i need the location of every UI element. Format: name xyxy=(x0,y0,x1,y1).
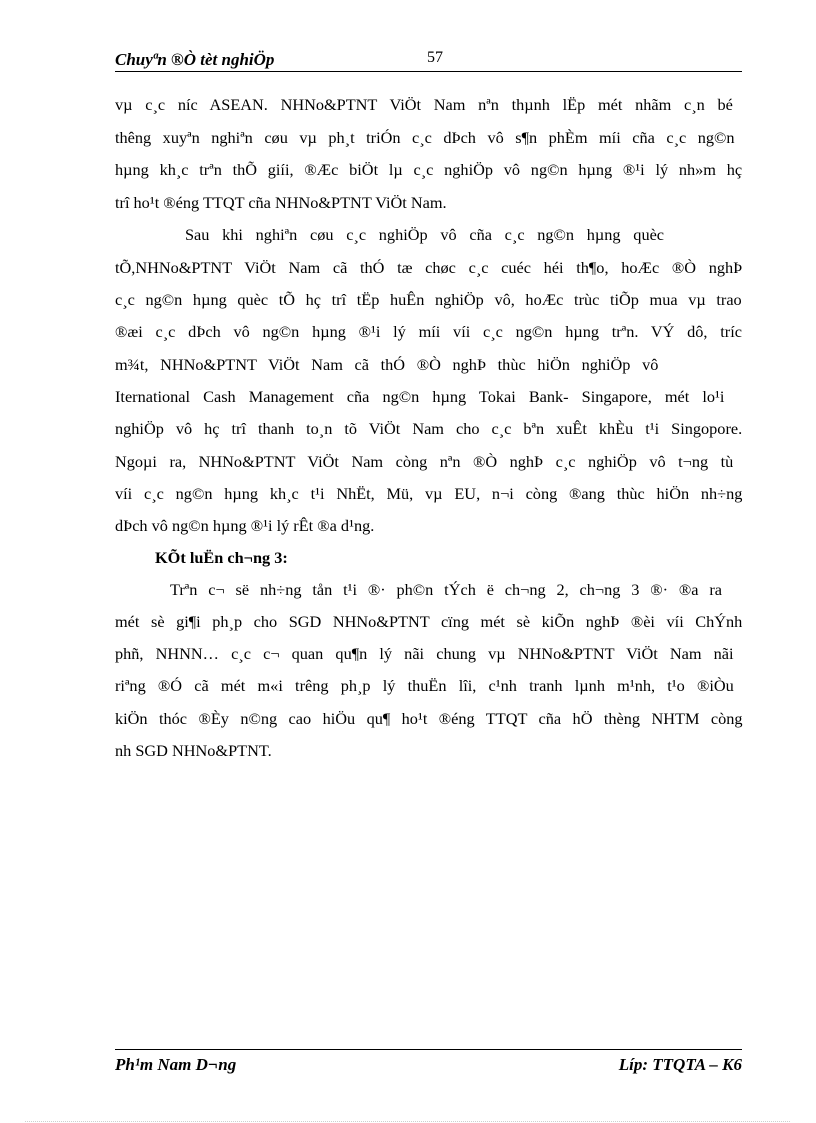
section-heading: KÕt luËn ch¬ng 3: xyxy=(155,548,288,567)
text-line: phñ, NHNN… c¸c c¬ quan qu¶n lý nãi chung vµ NHNo&PTNT ViÖt Nam nãi xyxy=(115,644,734,663)
text-line: vµ c¸c níc ASEAN. NHNo&PTNT ViÖt Nam nªn thµnh lËp mét nhãm c¸n bé xyxy=(115,95,733,114)
text-line: nghiÖp vô hç trî thanh to¸n tõ ViÖt Nam cho c¸c bªn xuÊt khÈu t¹i Singopore. xyxy=(115,419,743,438)
text-line: dÞch vô ng©n hµng ®¹i lý rÊt ®a d¹ng. xyxy=(115,516,375,535)
text-line: m¾t, NHNo&PTNT ViÖt Nam cã thÓ ®Ò nghÞ thùc hiÖn nghiÖp vô xyxy=(115,355,659,374)
page-edge xyxy=(25,1121,790,1122)
text-line: víi c¸c ng©n hµng kh¸c t¹i NhËt, Mü, vµ EU, n¬i còng ®ang thùc hiÖn nh÷ng xyxy=(115,484,743,503)
header-title: Chuyªn ®Ò tèt nghiÖp xyxy=(115,50,275,69)
text-line: Sau khi nghiªn cøu c¸c nghiÖp vô cña c¸c ng©n hµng quèc xyxy=(185,225,665,244)
text-line: thêng xuyªn nghiªn cøu vµ ph¸t triÓn c¸c dÞch vô s¶n phÈm míi cña c¸c ng©n xyxy=(115,128,735,147)
text-line: Trªn c¬ së nh÷ng tån t¹i ®· ph©n tÝch ë ch¬ng 2, ch¬ng 3 ®· ®a ra xyxy=(170,580,722,599)
text-line: riªng ®Ó cã mét m«i trêng ph¸p lý thuËn lîi, c¹nh tranh lµnh m¹nh, t¹o ®iÒu xyxy=(115,676,734,695)
page-number: 57 xyxy=(427,49,443,66)
footer-author: Ph¹m Nam D¬ng xyxy=(115,1055,237,1074)
text-line: Iternational Cash Management cña ng©n hµng Tokai Bank- Singapore, mét lo¹i xyxy=(115,387,725,406)
text-line: Ngoµi ra, NHNo&PTNT ViÖt Nam còng nªn ®Ò nghÞ c¸c nghiÖp vô t¬ng tù xyxy=(115,452,734,471)
header-rule xyxy=(115,71,742,72)
text-line: trî ho¹t ®éng TTQT cña NHNo&PTNT ViÖt Nam. xyxy=(115,193,447,212)
text-line: tÕ,NHNo&PTNT ViÖt Nam cã thÓ tæ chøc c¸c cuéc héi th¶o, hoÆc ®Ò nghÞ xyxy=(115,258,743,277)
footer-class: Líp: TTQTA – K6 xyxy=(618,1055,742,1074)
text-line: ®æi c¸c dÞch vô ng©n hµng ®¹i lý míi víi c¸c ng©n hµng trªn. VÝ dô, tríc xyxy=(115,322,742,341)
text-line: kiÖn thóc ®Èy n©ng cao hiÖu qu¶ ho¹t ®éng TTQT cña hÖ thèng NHTM còng xyxy=(115,709,743,728)
text-line: nh SGD NHNo&PTNT. xyxy=(115,741,272,760)
footer-rule xyxy=(115,1049,742,1050)
text-line: hµng kh¸c trªn thÕ giíi, ®Æc biÖt lµ c¸c nghiÖp vô ng©n hµng ®¹i lý nh»m hç xyxy=(115,160,743,179)
text-line: mét sè gi¶i ph¸p cho SGD NHNo&PTNT cïng mét sè kiÕn nghÞ ®èi víi ChÝnh xyxy=(115,612,743,631)
text-line: c¸c ng©n hµng quèc tÕ hç trî tËp huÊn nghiÖp vô, hoÆc trùc tiÕp mua vµ trao xyxy=(115,290,742,309)
